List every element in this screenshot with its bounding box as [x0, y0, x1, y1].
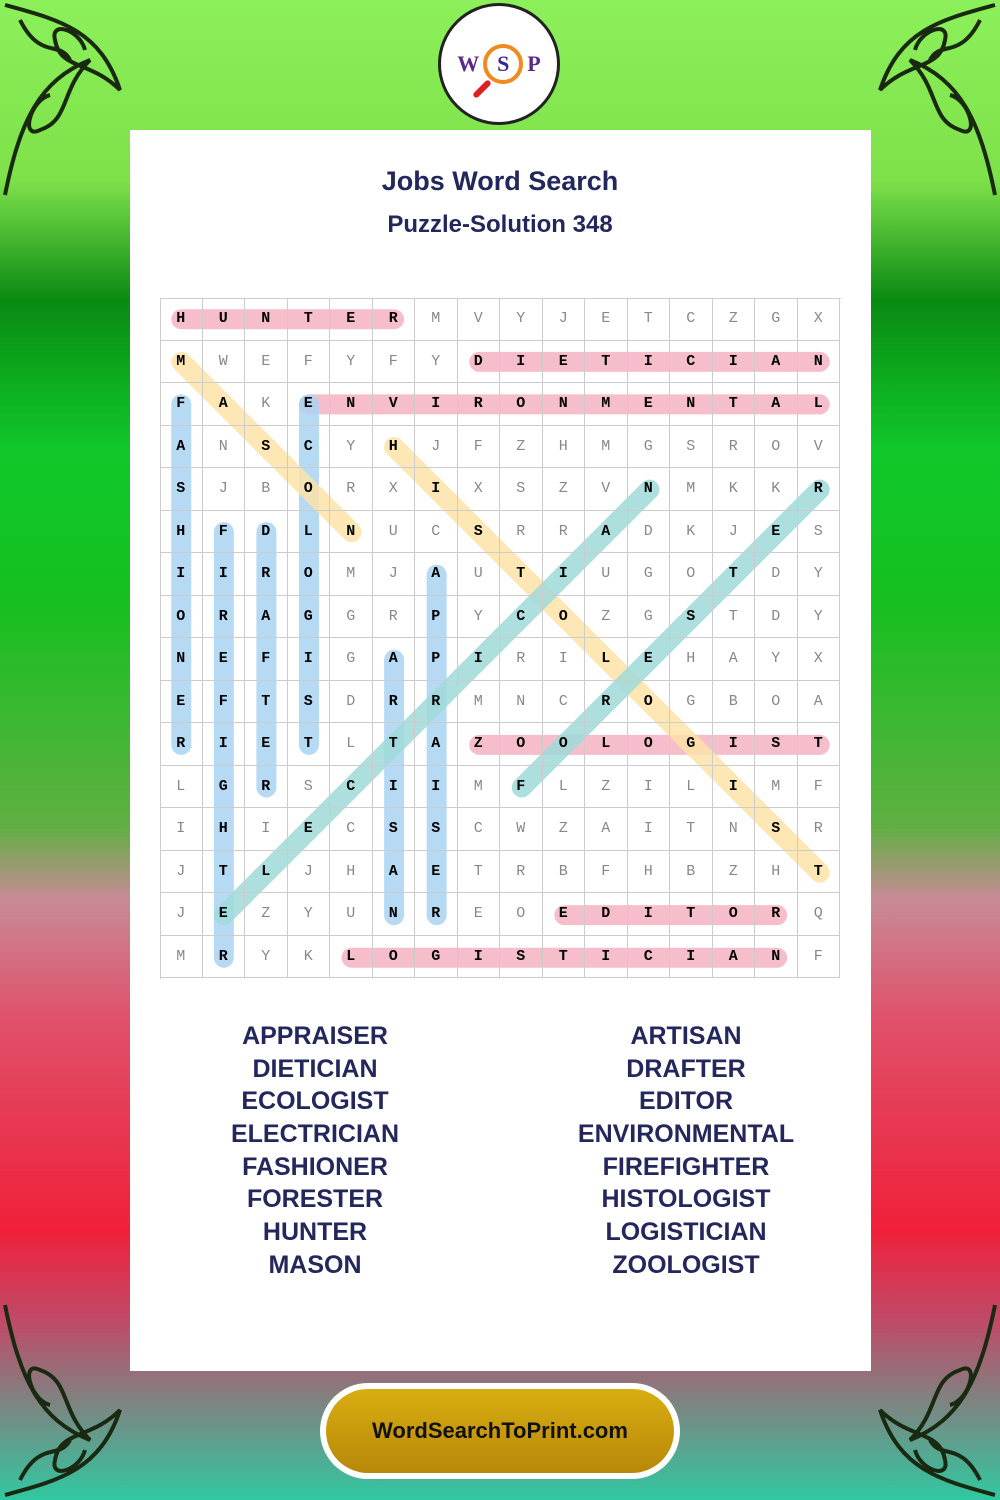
grid-cell[interactable]: Q — [798, 893, 841, 936]
grid-cell[interactable]: S — [670, 596, 713, 639]
grid-cell[interactable]: C — [543, 681, 586, 724]
grid-cell[interactable]: V — [458, 298, 501, 341]
grid-cell[interactable]: C — [670, 298, 713, 341]
grid-cell[interactable]: L — [330, 936, 373, 979]
grid-cell[interactable]: T — [373, 723, 416, 766]
grid-cell[interactable]: A — [373, 851, 416, 894]
letter-grid — [160, 298, 840, 978]
grid-cell[interactable]: R — [330, 468, 373, 511]
grid-cell[interactable]: F — [798, 766, 841, 809]
grid-cell[interactable]: A — [245, 596, 288, 639]
grid-cell[interactable]: E — [288, 808, 331, 851]
page-title: Jobs Word Search — [381, 166, 619, 196]
word-search-grid — [160, 298, 841, 979]
logo-letter-w: W — [457, 51, 480, 76]
grid-cell[interactable]: I — [543, 638, 586, 681]
grid-cell[interactable]: E — [755, 511, 798, 554]
grid-cell[interactable]: J — [415, 426, 458, 469]
grid-cell[interactable]: A — [713, 638, 756, 681]
grid-cell[interactable]: C — [458, 808, 501, 851]
grid-cell[interactable]: Y — [755, 638, 798, 681]
grid-cell[interactable]: P — [415, 638, 458, 681]
grid-cell[interactable]: I — [670, 936, 713, 979]
grid-cell[interactable]: O — [373, 936, 416, 979]
grid-cell[interactable]: C — [500, 596, 543, 639]
grid-cell[interactable]: U — [585, 553, 628, 596]
grid-cell[interactable]: T — [585, 341, 628, 384]
grid-cell[interactable]: O — [288, 468, 331, 511]
grid-cell[interactable]: S — [755, 723, 798, 766]
grid-cell[interactable]: F — [203, 511, 246, 554]
grid-cell[interactable]: C — [415, 511, 458, 554]
grid-cell[interactable]: Z — [543, 808, 586, 851]
grid-cell[interactable]: I — [458, 936, 501, 979]
word-list-item: HISTOLOGIST — [601, 1185, 771, 1214]
grid-cell[interactable]: S — [500, 936, 543, 979]
magnifier-icon — [483, 44, 523, 84]
word-list-item: FORESTER — [246, 1185, 384, 1214]
grid-cell[interactable]: N — [330, 383, 373, 426]
grid-cell[interactable]: N — [543, 383, 586, 426]
grid-cell[interactable]: A — [798, 681, 841, 724]
grid-cell[interactable]: D — [585, 893, 628, 936]
word-list-item: ELECTRICIAN — [230, 1120, 400, 1149]
grid-cell[interactable]: U — [373, 511, 416, 554]
grid-cell[interactable]: I — [713, 723, 756, 766]
grid-cell[interactable]: C — [330, 766, 373, 809]
grid-cell[interactable]: A — [160, 426, 203, 469]
grid-cell[interactable]: R — [245, 766, 288, 809]
grid-cell[interactable]: O — [543, 723, 586, 766]
grid-cell[interactable]: G — [330, 596, 373, 639]
grid-cell[interactable]: R — [373, 298, 416, 341]
grid-cell[interactable]: L — [160, 766, 203, 809]
grid-cell[interactable]: E — [330, 298, 373, 341]
grid-cell[interactable]: Y — [288, 893, 331, 936]
grid-cell[interactable]: Y — [798, 596, 841, 639]
grid-cell[interactable]: A — [755, 383, 798, 426]
grid-cell[interactable]: E — [628, 638, 671, 681]
grid-cell[interactable]: T — [245, 681, 288, 724]
grid-cell[interactable]: M — [458, 766, 501, 809]
grid-cell[interactable]: A — [415, 723, 458, 766]
grid-cell[interactable]: R — [500, 638, 543, 681]
grid-cell[interactable]: Y — [245, 936, 288, 979]
word-list-right — [501, 1020, 871, 1282]
grid-cell[interactable]: T — [288, 723, 331, 766]
grid-cell[interactable]: L — [585, 723, 628, 766]
grid-cell[interactable]: O — [500, 723, 543, 766]
grid-cell[interactable]: E — [585, 298, 628, 341]
grid-cell[interactable]: V — [585, 468, 628, 511]
grid-cell[interactable]: S — [160, 468, 203, 511]
grid-cell[interactable]: K — [755, 468, 798, 511]
grid-cell[interactable]: M — [458, 681, 501, 724]
grid-cell[interactable]: J — [373, 553, 416, 596]
grid-cell[interactable]: M — [415, 298, 458, 341]
word-list-item: MASON — [268, 1250, 362, 1279]
grid-cell[interactable]: F — [798, 936, 841, 979]
grid-cell[interactable]: I — [415, 766, 458, 809]
grid-cell[interactable]: G — [628, 596, 671, 639]
logo-letter-p: P — [527, 51, 541, 76]
grid-cell[interactable]: Z — [585, 766, 628, 809]
grid-cell[interactable]: H — [755, 851, 798, 894]
grid-cell[interactable]: I — [160, 553, 203, 596]
grid-cell[interactable]: R — [798, 468, 841, 511]
grid-cell[interactable]: E — [543, 893, 586, 936]
grid-cell[interactable]: I — [628, 766, 671, 809]
grid-cell[interactable]: D — [755, 553, 798, 596]
grid-cell[interactable]: T — [203, 851, 246, 894]
grid-cell[interactable]: S — [288, 766, 331, 809]
grid-cell[interactable]: S — [288, 681, 331, 724]
grid-cell[interactable]: R — [543, 511, 586, 554]
grid-cell[interactable]: H — [543, 426, 586, 469]
word-list-item: ZOOLOGIST — [612, 1250, 760, 1279]
grid-cell[interactable]: G — [628, 426, 671, 469]
grid-cell[interactable]: O — [500, 893, 543, 936]
grid-cell[interactable]: T — [500, 553, 543, 596]
grid-cell[interactable]: S — [670, 426, 713, 469]
grid-cell[interactable]: U — [330, 893, 373, 936]
grid-cell[interactable]: G — [203, 766, 246, 809]
grid-cell[interactable]: I — [713, 341, 756, 384]
grid-cell[interactable]: H — [160, 298, 203, 341]
grid-cell[interactable]: J — [160, 893, 203, 936]
grid-cell[interactable]: K — [713, 468, 756, 511]
grid-cell[interactable]: F — [373, 341, 416, 384]
grid-cell[interactable]: Z — [713, 298, 756, 341]
grid-cell[interactable]: R — [203, 596, 246, 639]
grid-cell[interactable]: N — [373, 893, 416, 936]
grid-cell[interactable]: C — [628, 936, 671, 979]
grid-cell[interactable]: V — [798, 426, 841, 469]
grid-cell[interactable]: I — [628, 341, 671, 384]
grid-cell[interactable]: G — [628, 553, 671, 596]
grid-cell[interactable]: E — [288, 383, 331, 426]
grid-cell[interactable]: Y — [798, 553, 841, 596]
grid-cell[interactable]: C — [330, 808, 373, 851]
grid-cell[interactable]: X — [798, 298, 841, 341]
grid-cell[interactable]: O — [160, 596, 203, 639]
grid-cell[interactable]: R — [245, 553, 288, 596]
grid-cell[interactable]: T — [670, 893, 713, 936]
grid-cell[interactable]: I — [415, 383, 458, 426]
grid-cell[interactable]: Z — [458, 723, 501, 766]
word-list-item: FASHIONER — [242, 1152, 388, 1181]
grid-cell[interactable]: A — [585, 808, 628, 851]
grid-cell[interactable]: T — [628, 298, 671, 341]
grid-cell[interactable]: H — [628, 851, 671, 894]
word-list-item: FIREFIGHTER — [602, 1152, 770, 1181]
grid-cell[interactable]: Y — [415, 341, 458, 384]
grid-cell[interactable]: R — [798, 808, 841, 851]
grid-cell[interactable]: F — [458, 426, 501, 469]
grid-cell[interactable]: M — [670, 468, 713, 511]
logo-letter-s: S — [497, 51, 510, 76]
grid-cell[interactable]: E — [203, 638, 246, 681]
grid-cell[interactable]: I — [713, 766, 756, 809]
grid-cell[interactable]: I — [628, 808, 671, 851]
grid-cell[interactable]: E — [203, 893, 246, 936]
grid-cell[interactable]: F — [245, 638, 288, 681]
grid-cell[interactable]: K — [670, 511, 713, 554]
grid-cell[interactable]: N — [628, 468, 671, 511]
grid-cell[interactable]: E — [160, 681, 203, 724]
site-link[interactable]: WordSearchToPrint.com — [326, 1389, 674, 1473]
grid-cell[interactable]: G — [415, 936, 458, 979]
grid-cell[interactable]: T — [798, 851, 841, 894]
grid-cell[interactable]: J — [288, 851, 331, 894]
word-list-item: HUNTER — [262, 1218, 368, 1247]
grid-cell[interactable]: I — [245, 808, 288, 851]
grid-cell[interactable]: V — [373, 383, 416, 426]
grid-cell[interactable]: I — [203, 723, 246, 766]
grid-cell[interactable]: L — [798, 383, 841, 426]
grid-cell[interactable]: A — [585, 511, 628, 554]
grid-cell[interactable]: D — [245, 511, 288, 554]
grid-cell[interactable]: N — [330, 511, 373, 554]
grid-cell[interactable]: J — [543, 298, 586, 341]
grid-cell[interactable]: H — [330, 851, 373, 894]
grid-cell[interactable]: T — [458, 851, 501, 894]
grid-cell[interactable]: R — [500, 511, 543, 554]
grid-cell[interactable]: Y — [330, 341, 373, 384]
grid-cell[interactable]: M — [585, 383, 628, 426]
grid-cell[interactable]: G — [670, 681, 713, 724]
grid-cell[interactable]: E — [458, 893, 501, 936]
grid-cell[interactable]: F — [160, 383, 203, 426]
grid-cell[interactable]: O — [500, 383, 543, 426]
grid-cell[interactable]: A — [373, 638, 416, 681]
grid-cell[interactable]: R — [415, 893, 458, 936]
grid-cell[interactable]: X — [458, 468, 501, 511]
grid-cell[interactable]: I — [288, 638, 331, 681]
grid-cell[interactable]: O — [628, 681, 671, 724]
grid-cell[interactable]: E — [245, 723, 288, 766]
grid-cell[interactable]: G — [670, 723, 713, 766]
grid-cell[interactable]: T — [713, 553, 756, 596]
grid-cell[interactable]: Z — [245, 893, 288, 936]
grid-cell[interactable]: D — [628, 511, 671, 554]
grid-cell[interactable]: F — [203, 681, 246, 724]
grid-cell[interactable]: B — [670, 851, 713, 894]
grid-cell[interactable]: T — [713, 383, 756, 426]
grid-cell[interactable]: U — [458, 553, 501, 596]
grid-cell[interactable]: O — [628, 723, 671, 766]
grid-cell[interactable]: R — [160, 723, 203, 766]
grid-cell[interactable]: T — [670, 808, 713, 851]
grid-cell[interactable]: N — [670, 383, 713, 426]
page-subtitle: Puzzle-Solution 348 — [387, 211, 613, 238]
grid-cell[interactable]: I — [415, 468, 458, 511]
grid-cell[interactable]: H — [203, 808, 246, 851]
grid-cell[interactable]: M — [160, 936, 203, 979]
grid-cell[interactable]: E — [415, 851, 458, 894]
grid-cell[interactable]: H — [160, 511, 203, 554]
grid-cell[interactable]: N — [245, 298, 288, 341]
grid-cell[interactable]: I — [585, 936, 628, 979]
grid-cell[interactable]: R — [415, 681, 458, 724]
grid-cell[interactable]: R — [713, 426, 756, 469]
grid-cell[interactable]: S — [458, 511, 501, 554]
word-list-item: ENVIRONMENTAL — [577, 1120, 795, 1149]
grid-cell[interactable]: Z — [713, 851, 756, 894]
word-list-item: ECOLOGIST — [241, 1087, 389, 1116]
grid-cell[interactable]: S — [373, 808, 416, 851]
grid-cell[interactable]: R — [500, 851, 543, 894]
grid-cell[interactable]: F — [288, 341, 331, 384]
grid-cell[interactable]: Y — [458, 596, 501, 639]
grid-cell[interactable]: K — [245, 383, 288, 426]
word-list-item: EDITOR — [639, 1087, 733, 1116]
grid-cell[interactable]: G — [288, 596, 331, 639]
grid-cell[interactable]: J — [713, 511, 756, 554]
grid-cell[interactable]: N — [755, 936, 798, 979]
grid-cell[interactable]: I — [543, 553, 586, 596]
grid-cell[interactable]: L — [543, 766, 586, 809]
grid-cell[interactable]: M — [585, 426, 628, 469]
grid-cell[interactable]: C — [670, 341, 713, 384]
word-list-left — [130, 1020, 500, 1282]
grid-cell[interactable]: A — [415, 553, 458, 596]
grid-cell[interactable]: O — [670, 553, 713, 596]
grid-cell[interactable]: R — [373, 596, 416, 639]
grid-cell[interactable]: D — [755, 596, 798, 639]
grid-cell[interactable]: H — [373, 426, 416, 469]
word-list-item: LOGISTICIAN — [605, 1218, 767, 1247]
grid-cell[interactable]: B — [543, 851, 586, 894]
grid-cell[interactable]: I — [373, 766, 416, 809]
grid-cell[interactable]: R — [458, 383, 501, 426]
grid-cell[interactable]: W — [203, 341, 246, 384]
grid-cell[interactable]: I — [160, 808, 203, 851]
grid-cell[interactable]: M — [330, 553, 373, 596]
grid-cell[interactable]: O — [543, 596, 586, 639]
grid-cell[interactable]: L — [288, 511, 331, 554]
grid-cell[interactable]: A — [755, 341, 798, 384]
grid-cell[interactable]: T — [288, 298, 331, 341]
grid-cell[interactable]: D — [330, 681, 373, 724]
grid-cell[interactable]: Y — [330, 426, 373, 469]
grid-cell[interactable]: U — [203, 298, 246, 341]
grid-cell[interactable]: I — [500, 341, 543, 384]
grid-cell[interactable]: S — [245, 426, 288, 469]
grid-cell[interactable]: O — [288, 553, 331, 596]
grid-cell[interactable]: E — [245, 341, 288, 384]
grid-cell[interactable]: F — [500, 766, 543, 809]
grid-cell[interactable]: J — [203, 468, 246, 511]
grid-cell[interactable]: I — [203, 553, 246, 596]
grid-cell[interactable]: L — [330, 723, 373, 766]
grid-cell[interactable]: X — [373, 468, 416, 511]
grid-cell[interactable]: R — [755, 893, 798, 936]
grid-cell[interactable]: N — [713, 808, 756, 851]
grid-cell[interactable]: B — [713, 681, 756, 724]
word-list-item: DRAFTER — [626, 1054, 746, 1083]
grid-cell[interactable]: Y — [500, 298, 543, 341]
grid-cell[interactable]: N — [203, 426, 246, 469]
grid-cell[interactable]: Z — [543, 468, 586, 511]
grid-cell[interactable]: H — [670, 638, 713, 681]
grid-cell[interactable]: S — [500, 468, 543, 511]
grid-cell[interactable]: T — [713, 596, 756, 639]
grid-cell[interactable]: X — [798, 638, 841, 681]
footer-banner[interactable] — [320, 1383, 680, 1479]
grid-cell[interactable]: Z — [500, 426, 543, 469]
grid-cell[interactable]: L — [670, 766, 713, 809]
grid-cell[interactable]: P — [415, 596, 458, 639]
grid-cell[interactable]: D — [458, 341, 501, 384]
grid-cell[interactable]: Z — [585, 596, 628, 639]
grid-cell[interactable]: O — [755, 426, 798, 469]
grid-cell[interactable]: N — [160, 638, 203, 681]
grid-cell[interactable]: W — [500, 808, 543, 851]
grid-cell[interactable]: L — [585, 638, 628, 681]
grid-cell[interactable]: M — [160, 341, 203, 384]
word-list-item: DIETICIAN — [252, 1054, 378, 1083]
grid-cell[interactable]: M — [755, 766, 798, 809]
grid-cell[interactable]: R — [203, 936, 246, 979]
grid-cell[interactable]: B — [245, 468, 288, 511]
grid-cell[interactable]: C — [288, 426, 331, 469]
grid-cell[interactable]: L — [245, 851, 288, 894]
grid-cell[interactable]: N — [798, 341, 841, 384]
grid-cell[interactable]: I — [628, 893, 671, 936]
word-list-item: ARTISAN — [630, 1022, 742, 1050]
grid-cell[interactable]: G — [330, 638, 373, 681]
grid-cell[interactable]: F — [585, 851, 628, 894]
grid-cell[interactable]: R — [585, 681, 628, 724]
grid-cell[interactable]: K — [288, 936, 331, 979]
grid-cell[interactable]: A — [203, 383, 246, 426]
grid-cell[interactable]: E — [543, 341, 586, 384]
grid-cell[interactable]: A — [713, 936, 756, 979]
grid-cell[interactable]: O — [713, 893, 756, 936]
grid-cell[interactable]: O — [755, 681, 798, 724]
grid-cell[interactable]: G — [755, 298, 798, 341]
grid-cell[interactable]: N — [500, 681, 543, 724]
grid-cell[interactable]: J — [160, 851, 203, 894]
word-list-item: APPRAISER — [242, 1022, 388, 1050]
grid-cell[interactable]: S — [415, 808, 458, 851]
grid-cell[interactable]: S — [755, 808, 798, 851]
grid-cell[interactable]: R — [373, 681, 416, 724]
grid-cell[interactable]: T — [543, 936, 586, 979]
grid-cell[interactable]: E — [628, 383, 671, 426]
grid-cell[interactable]: T — [798, 723, 841, 766]
grid-cell[interactable]: S — [798, 511, 841, 554]
grid-cell[interactable]: I — [458, 638, 501, 681]
site-logo[interactable] — [438, 3, 560, 125]
